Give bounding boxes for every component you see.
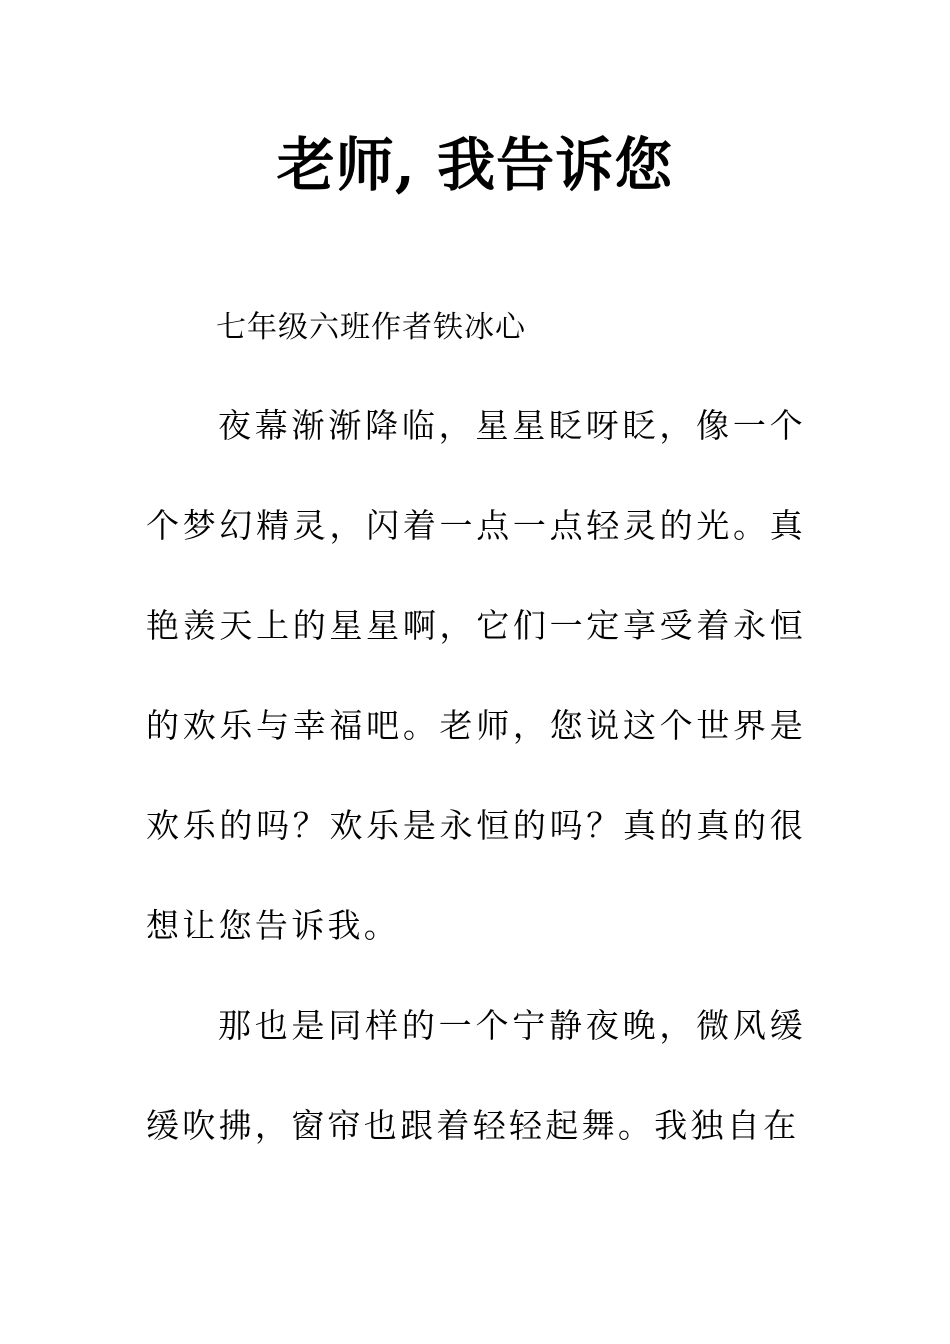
body-paragraph-1 (146, 376, 806, 976)
body-paragraph-2 (146, 976, 806, 1176)
document-title: 老师, 我告诉您 (276, 131, 674, 199)
paragraph-text: 夜幕渐渐降临，星星眨呀眨，像一个个梦幻精灵，闪着一点一点轻灵的光。真艳羡天上的星星啊，它们一定享受着永恒的欢乐与幸福吧。老师，您说这个世界是欢乐的吗？欢乐是永恒的吗？真的真的很想让您告诉我。 (146, 406, 806, 945)
paragraph-text: 那也是同样的一个宁静夜晚，微风缓缓吹拂，窗帘也跟着轻轻起舞。我独自在 (146, 1006, 806, 1145)
author-byline: 七年级六班作者铁冰心 (216, 310, 526, 345)
